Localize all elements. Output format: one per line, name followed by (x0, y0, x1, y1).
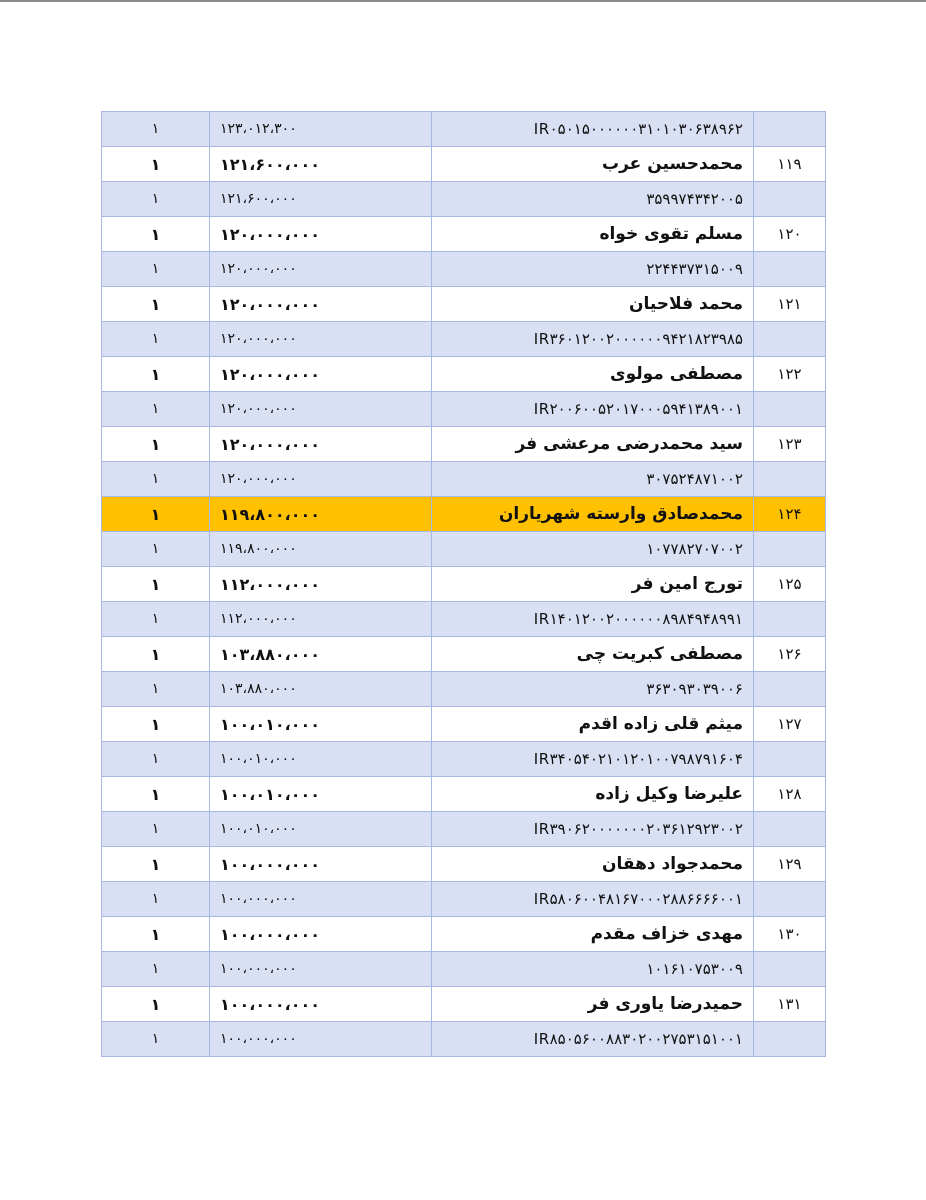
name-row (102, 357, 826, 392)
highlighted-name-row (102, 497, 826, 532)
account-row (102, 1022, 826, 1057)
person-name-cell: مهدی خزاف مقدم (432, 917, 754, 952)
amount-cell: ۱۲۰،۰۰۰،۰۰۰ (210, 392, 432, 427)
account-row (102, 532, 826, 567)
count-cell: ۱ (102, 497, 210, 532)
person-name-cell: میثم قلی زاده اقدم (432, 707, 754, 742)
count-cell: ۱ (102, 357, 210, 392)
account-row (102, 392, 826, 427)
amount-cell: ۱۰۰،۰۱۰،۰۰۰ (210, 812, 432, 847)
amount-cell: ۱۰۰،۰۰۰،۰۰۰ (210, 882, 432, 917)
account-number-cell: IR۳۶۰۱۲۰۰۲۰۰۰۰۰۰۹۴۲۱۸۲۳۹۸۵ (432, 322, 754, 357)
name-row (102, 427, 826, 462)
person-name-cell: محمدجواد دهقان (432, 847, 754, 882)
payments-table (101, 111, 826, 1057)
row-number-cell: ۱۲۹ (754, 847, 826, 882)
account-row (102, 602, 826, 637)
row-number-cell (754, 882, 826, 917)
row-number-cell (754, 182, 826, 217)
row-number-cell: ۱۲۷ (754, 707, 826, 742)
name-row (102, 847, 826, 882)
row-number-cell: ۱۲۶ (754, 637, 826, 672)
row-number-cell: ۱۲۲ (754, 357, 826, 392)
row-number-cell (754, 112, 826, 147)
count-cell: ۱ (102, 427, 210, 462)
name-row (102, 217, 826, 252)
count-cell: ۱ (102, 602, 210, 637)
row-number-cell: ۱۲۸ (754, 777, 826, 812)
name-row (102, 987, 826, 1022)
person-name-cell: سید محمدرضی مرعشی فر (432, 427, 754, 462)
account-number-cell: IR۸۵۰۵۶۰۰۸۸۳۰۲۰۰۲۷۵۳۱۵۱۰۰۱ (432, 1022, 754, 1057)
count-cell: ۱ (102, 707, 210, 742)
count-cell: ۱ (102, 567, 210, 602)
row-number-cell (754, 812, 826, 847)
count-cell: ۱ (102, 812, 210, 847)
amount-cell: ۱۱۹،۸۰۰،۰۰۰ (210, 532, 432, 567)
count-cell: ۱ (102, 462, 210, 497)
amount-cell: ۱۱۲،۰۰۰،۰۰۰ (210, 602, 432, 637)
name-row (102, 637, 826, 672)
row-number-cell (754, 462, 826, 497)
name-row (102, 707, 826, 742)
account-row (102, 742, 826, 777)
row-number-cell: ۱۳۰ (754, 917, 826, 952)
row-number-cell: ۱۲۵ (754, 567, 826, 602)
account-row (102, 952, 826, 987)
count-cell: ۱ (102, 672, 210, 707)
amount-cell: ۱۱۲،۰۰۰،۰۰۰ (210, 567, 432, 602)
count-cell: ۱ (102, 1022, 210, 1057)
count-cell: ۱ (102, 287, 210, 322)
person-name-cell: محمد فلاحیان (432, 287, 754, 322)
row-number-cell: ۱۲۱ (754, 287, 826, 322)
count-cell: ۱ (102, 532, 210, 567)
count-cell: ۱ (102, 217, 210, 252)
person-name-cell: مسلم تقوی خواه (432, 217, 754, 252)
account-row (102, 182, 826, 217)
row-number-cell (754, 952, 826, 987)
name-row (102, 147, 826, 182)
row-number-cell (754, 532, 826, 567)
amount-cell: ۱۰۳،۸۸۰،۰۰۰ (210, 637, 432, 672)
account-row (102, 112, 826, 147)
count-cell: ۱ (102, 917, 210, 952)
row-number-cell (754, 742, 826, 777)
amount-cell: ۱۰۰،۰۰۰،۰۰۰ (210, 952, 432, 987)
amount-cell: ۱۲۱،۶۰۰،۰۰۰ (210, 147, 432, 182)
account-row (102, 812, 826, 847)
account-row (102, 322, 826, 357)
amount-cell: ۱۰۰،۰۰۰،۰۰۰ (210, 1022, 432, 1057)
account-row (102, 672, 826, 707)
account-number-cell: IR۳۴۰۵۴۰۲۱۰۱۲۰۱۰۰۷۹۸۷۹۱۶۰۴ (432, 742, 754, 777)
row-number-cell: ۱۱۹ (754, 147, 826, 182)
person-name-cell: مصطفی مولوی (432, 357, 754, 392)
account-number-cell: IR۱۴۰۱۲۰۰۲۰۰۰۰۰۰۸۹۸۴۹۴۸۹۹۱ (432, 602, 754, 637)
name-row (102, 287, 826, 322)
count-cell: ۱ (102, 322, 210, 357)
document-table-container (101, 111, 825, 1057)
account-number-cell: IR۰۵۰۱۵۰۰۰۰۰۰۳۱۰۱۰۳۰۶۳۸۹۶۲ (432, 112, 754, 147)
person-name-cell: تورج امین فر (432, 567, 754, 602)
count-cell: ۱ (102, 147, 210, 182)
amount-cell: ۱۲۰،۰۰۰،۰۰۰ (210, 252, 432, 287)
name-row (102, 777, 826, 812)
amount-cell: ۱۰۰،۰۱۰،۰۰۰ (210, 742, 432, 777)
account-row (102, 252, 826, 287)
count-cell: ۱ (102, 777, 210, 812)
count-cell: ۱ (102, 952, 210, 987)
row-number-cell: ۱۳۱ (754, 987, 826, 1022)
amount-cell: ۱۰۰،۰۱۰،۰۰۰ (210, 777, 432, 812)
count-cell: ۱ (102, 882, 210, 917)
amount-cell: ۱۲۰،۰۰۰،۰۰۰ (210, 322, 432, 357)
page-top-rule (0, 0, 926, 2)
count-cell: ۱ (102, 182, 210, 217)
row-number-cell: ۱۲۳ (754, 427, 826, 462)
amount-cell: ۱۲۰،۰۰۰،۰۰۰ (210, 462, 432, 497)
row-number-cell (754, 1022, 826, 1057)
name-row (102, 567, 826, 602)
row-number-cell (754, 672, 826, 707)
count-cell: ۱ (102, 637, 210, 672)
person-name-cell: محمدصادق وارسته شهریاران (432, 497, 754, 532)
account-number-cell: ۲۲۴۴۳۷۳۱۵۰۰۹ (432, 252, 754, 287)
account-number-cell: ۱۰۱۶۱۰۷۵۳۰۰۹ (432, 952, 754, 987)
amount-cell: ۱۲۱،۶۰۰،۰۰۰ (210, 182, 432, 217)
row-number-cell (754, 602, 826, 637)
account-number-cell: IR۵۸۰۶۰۰۴۸۱۶۷۰۰۰۲۸۸۶۶۶۶۰۰۱ (432, 882, 754, 917)
amount-cell: ۱۰۰،۰۰۰،۰۰۰ (210, 917, 432, 952)
count-cell: ۱ (102, 252, 210, 287)
account-number-cell: ۳۶۳۰۹۳۰۳۹۰۰۶ (432, 672, 754, 707)
table-body (102, 112, 826, 1057)
account-number-cell: IR۳۹۰۶۲۰۰۰۰۰۰۰۲۰۳۶۱۲۹۲۳۰۰۲ (432, 812, 754, 847)
amount-cell: ۱۰۰،۰۰۰،۰۰۰ (210, 847, 432, 882)
account-row (102, 882, 826, 917)
row-number-cell: ۱۲۰ (754, 217, 826, 252)
amount-cell: ۱۲۰،۰۰۰،۰۰۰ (210, 357, 432, 392)
row-number-cell: ۱۲۴ (754, 497, 826, 532)
person-name-cell: مصطفی کبریت چی (432, 637, 754, 672)
amount-cell: ۱۱۹،۸۰۰،۰۰۰ (210, 497, 432, 532)
person-name-cell: حمیدرضا یاوری فر (432, 987, 754, 1022)
account-number-cell: ۱۰۷۷۸۲۷۰۷۰۰۲ (432, 532, 754, 567)
amount-cell: ۱۰۰،۰۰۰،۰۰۰ (210, 987, 432, 1022)
row-number-cell (754, 252, 826, 287)
count-cell: ۱ (102, 392, 210, 427)
count-cell: ۱ (102, 987, 210, 1022)
row-number-cell (754, 392, 826, 427)
name-row (102, 917, 826, 952)
amount-cell: ۱۲۰،۰۰۰،۰۰۰ (210, 217, 432, 252)
amount-cell: ۱۰۰،۰۱۰،۰۰۰ (210, 707, 432, 742)
amount-cell: ۱۲۰،۰۰۰،۰۰۰ (210, 287, 432, 322)
count-cell: ۱ (102, 112, 210, 147)
count-cell: ۱ (102, 847, 210, 882)
person-name-cell: محمدحسین عرب (432, 147, 754, 182)
person-name-cell: علیرضا وکیل زاده (432, 777, 754, 812)
amount-cell: ۱۲۰،۰۰۰،۰۰۰ (210, 427, 432, 462)
account-number-cell: ۳۰۷۵۲۴۸۷۱۰۰۲ (432, 462, 754, 497)
row-number-cell (754, 322, 826, 357)
amount-cell: ۱۲۳،۰۱۲،۳۰۰ (210, 112, 432, 147)
account-row (102, 462, 826, 497)
amount-cell: ۱۰۳،۸۸۰،۰۰۰ (210, 672, 432, 707)
count-cell: ۱ (102, 742, 210, 777)
account-number-cell: IR۲۰۰۶۰۰۵۲۰۱۷۰۰۰۵۹۴۱۳۸۹۰۰۱ (432, 392, 754, 427)
account-number-cell: ۳۵۹۹۷۴۳۴۲۰۰۵ (432, 182, 754, 217)
